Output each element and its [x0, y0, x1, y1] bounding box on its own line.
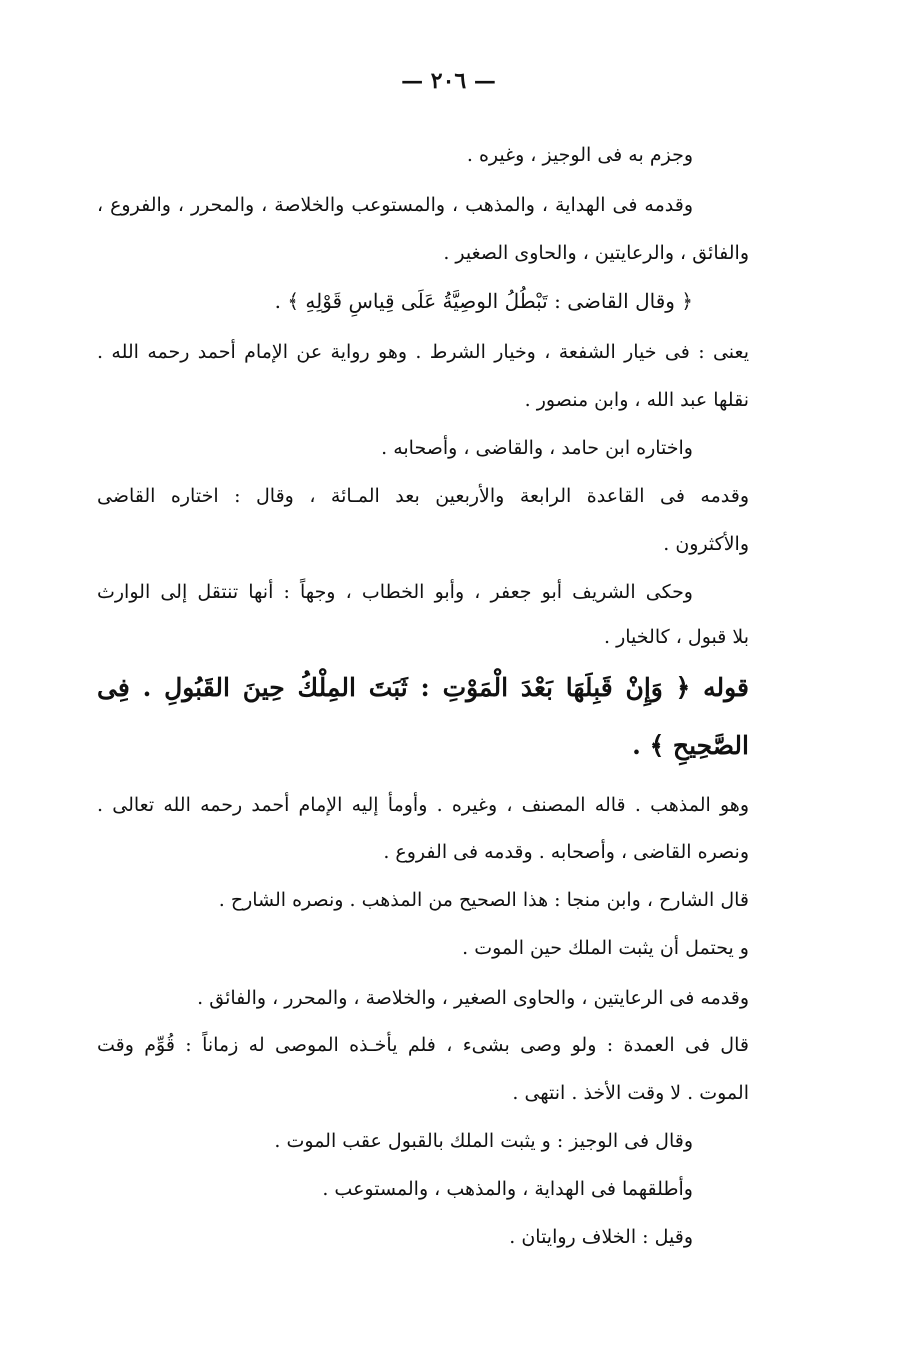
heading-quote: الصَّحِيحِ ﴾ . — [632, 731, 749, 760]
text-line: بلا قبول ، كالخيار . — [604, 626, 749, 648]
text-line: والأكثرون . — [663, 533, 749, 555]
rule-quote: ﴿ وقال القاضى : تَبْطُلُ الوصِيَّةُ عَلَى قِياسِ قَوْلِهِ ﴾ . — [274, 289, 693, 313]
text-line: وأطلقهما فى الهداية ، والمذهب ، والمستوعب . — [322, 1178, 693, 1200]
body-text — [97, 0, 749, 1352]
text-line: وقدمه فى الهداية ، والمذهب ، والمستوعب والخلاصة ، والمحرر ، والفروع ، — [97, 194, 693, 216]
text-line: يعنى : فى خيار الشفعة ، وخيار الشرط . وهو رواية عن الإمام أحمد رحمه الله . — [97, 341, 749, 363]
text-line: قال الشارح ، وابن منجا : هذا الصحيح من المذهب . ونصره الشارح . — [218, 889, 749, 911]
text-line: ونصره القاضى ، وأصحابه . وقدمه فى الفروع . — [383, 841, 749, 863]
text-line: وحكى الشريف أبو جعفر ، وأبو الخطاب ، وجهاً : أنها تنتقل إلى الوارث — [97, 581, 693, 603]
text-line: والفائق ، والرعايتين ، والحاوى الصغير . — [443, 242, 749, 264]
text-line: وقدمه فى الرعايتين ، والحاوى الصغير ، والخلاصة ، والمحرر ، والفائق . — [197, 987, 749, 1009]
heading-quote: قوله ﴿ وَإِنْ قَبِلَهَا بَعْدَ الْمَوْتِ : ثَبَتَ المِلْكُ حِينَ القَبُولِ . فِى — [97, 673, 749, 702]
text-line: الموت . لا وقت الأخذ . انتهى . — [512, 1082, 749, 1104]
text-line: قال فى العمدة : ولو وصى بشىء ، فلم يأخـذه الموصى له زماناً : قُوِّم وقت — [97, 1034, 749, 1056]
page-number: — ٢٠٦ — — [401, 68, 496, 94]
text-line: وجزم به فى الوجيز ، وغيره . — [466, 144, 693, 166]
text-line: وقيل : الخلاف روايتان . — [509, 1226, 693, 1248]
text-line: و يحتمل أن يثبت الملك حين الموت . — [462, 937, 749, 959]
text-line: وقدمه فى القاعدة الرابعة والأربعين بعد المـائة ، وقال : اختاره القاضى — [97, 485, 749, 507]
text-line: نقلها عبد الله ، وابن منصور . — [524, 389, 749, 411]
text-line: وقال فى الوجيز : و يثبت الملك بالقبول عقب الموت . — [274, 1130, 693, 1152]
text-line: وهو المذهب . قاله المصنف ، وغيره . وأومأ إليه الإمام أحمد رحمه الله تعالى . — [97, 794, 749, 816]
text-line: واختاره ابن حامد ، والقاضى ، وأصحابه . — [381, 437, 693, 459]
